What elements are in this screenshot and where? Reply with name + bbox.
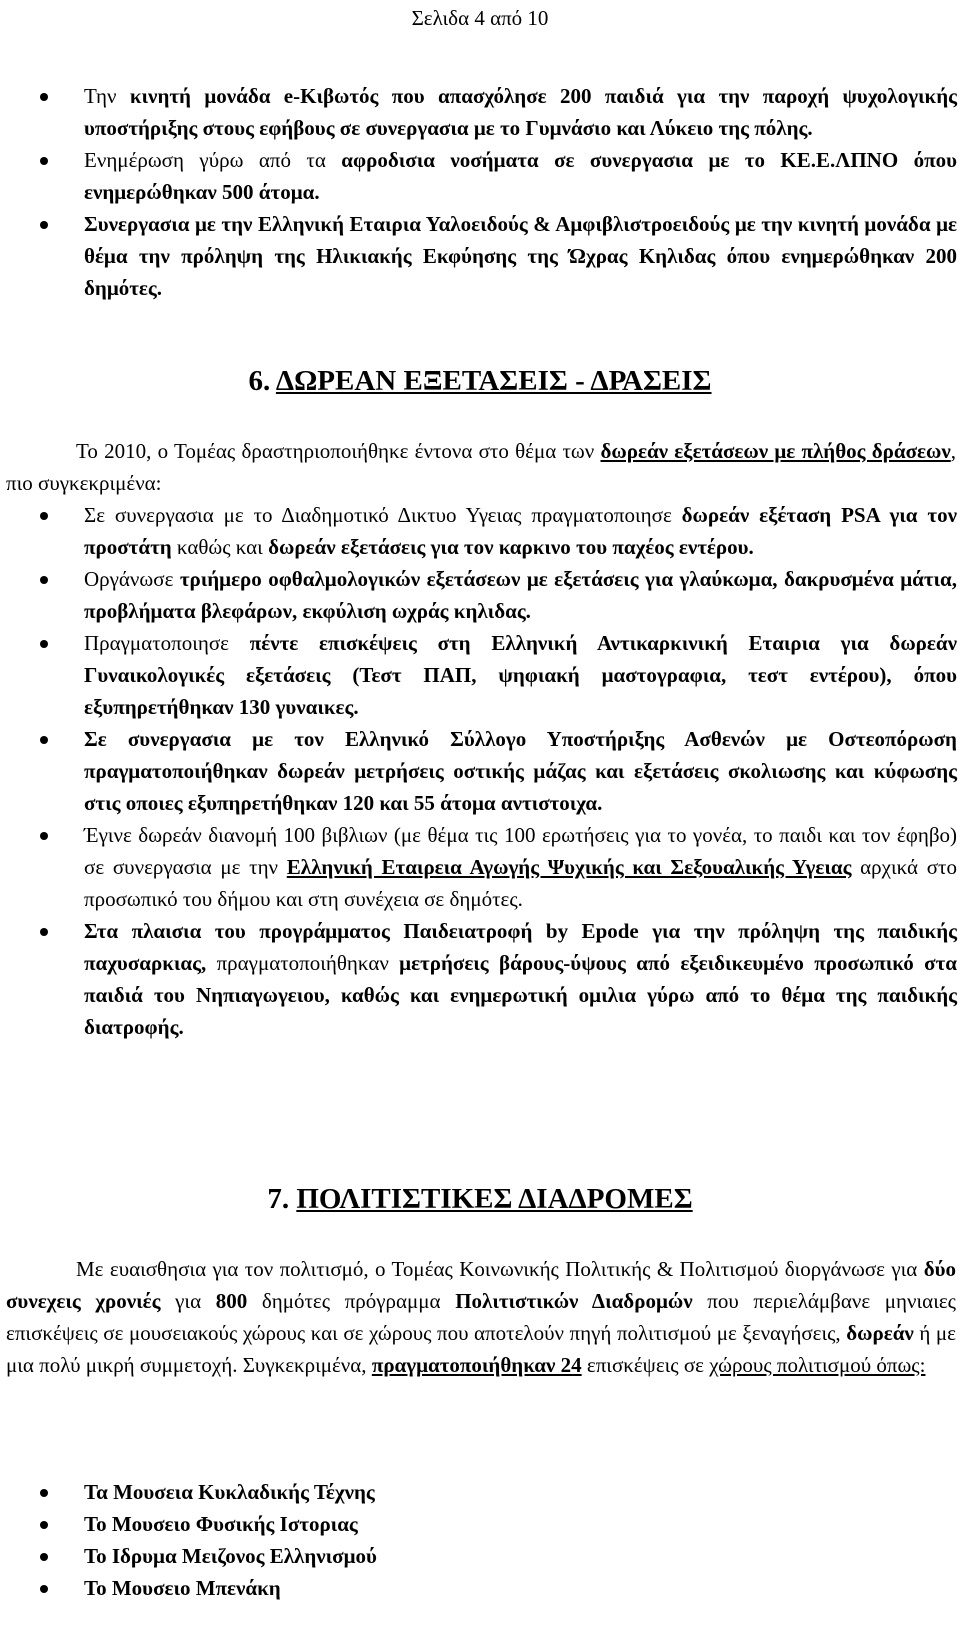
- list-item: Το Ιδρυμα Μειζονος Ελληνισμού: [0, 1540, 957, 1572]
- activities-list: [0, 80, 957, 304]
- list-item: Συνεργασια με την Ελληνική Εταιρια Υαλοειδούς & Αμφιβλιστροειδούς με την κινητή μονάδα με θέμα την πρόληψη της Ηλικιακής Εκφύησης της Ώχρας Κηλιδας όπου ενημερώθηκαν 200 δημότες.: [0, 208, 957, 304]
- section-6-number: 6.: [248, 365, 271, 397]
- section-7-title: ΠΟΛΙΤΙΣΤΙΚΕΣ ΔΙΑΔΡΟΜΕΣ: [296, 1183, 693, 1215]
- cultural-sites-list: [0, 1476, 957, 1604]
- list-item: Έγινε δωρεάν διανομή 100 βιβλιων (με θέμα τις 100 ερωτήσεις για το γονέα, το παιδι και τον έφηβο) σε συνεργασια με την Ελληνική Εταιρεια Αγωγής Ψυχικής και Σεξουαλικής Υγειας αρχικά στο προσωπικό του δήμου και στη συνέχεια σε δημότες.: [0, 819, 957, 915]
- list-item: Σε συνεργασια με το Διαδημοτικό Δικτυο Υγειας πραγματοποιησε δωρεάν εξέταση PSA για τον προστάτη καθώς και δωρεάν εξετάσεις για τον καρκινο του παχέος εντέρου.: [0, 499, 957, 563]
- list-item: Πραγματοποιησε πέντε επισκέψεις στη Ελληνική Αντικαρκινική Εταιρια για δωρεάν Γυναικολογικές εξετάσεις (Τεστ ΠΑΠ, ψηφιακή μαστογραφια, τεστ εντέρου), όπου εξυπηρετήθηκαν 130 γυναικες.: [0, 627, 957, 723]
- section-6-intro: Το 2010, ο Τομέας δραστηριοποιήθηκε έντονα στο θέμα των δωρεάν εξετάσεων με πλήθος δράσεων, πιο συγκεκριμένα:: [6, 439, 957, 495]
- list-item: Την κινητή μονάδα e-Κιβωτός που απασχόλησε 200 παιδιά για την παροχή ψυχολογικής υποστήριξης στους εφήβους σε συνεργασια με το Γυμνάσιο και Λύκειο της πόλης.: [0, 80, 957, 144]
- list-item: Στα πλαισια του προγράμματος Παιδειατροφή by Epode για την πρόληψη της παιδικής παχυσαρκιας, πραγματοποιήθηκαν μετρήσεις βάρους-ύψους από εξειδικευμένο προσωπικό στα παιδιά του Νηπιαγωγειου, καθώς και ενημερωτική ομιλια γύρω από το θέμα της παιδικής διατροφής.: [0, 915, 957, 1043]
- section-7-paragraph: Με ευαισθησια για τον πολιτισμό, ο Τομέας Κοινωνικής Πολιτικής & Πολιτισμού διοργάνωσε για δύο συνεχεις χρονιές για 800 δημότες πρόγραμμα Πολιτιστικών Διαδρομών που περιελάμβανε μηνιαιες επισκέψεις σε μουσειακούς χώρους και σε χώρους που αποτελούν πηγή πολιτισμού με ξεναγήσεις, δωρεάν ή με μια πολύ μικρή συμμετοχή. Συγκεκριμένα, πραγματοποιήθηκαν 24 επισκέψεις σε χώρους πολιτισμού όπως:: [6, 1257, 957, 1377]
- page-number: Σελιδα 4 από 10: [411, 6, 549, 30]
- section-7-number: 7.: [267, 1183, 290, 1215]
- list-item: Τα Μουσεια Κυκλαδικής Τέχνης: [0, 1476, 957, 1508]
- section-6-title: ΔΩΡΕΑΝ ΕΞΕΤΑΣΕΙΣ - ΔΡΑΣΕΙΣ: [275, 365, 712, 397]
- list-item: Σε συνεργασια με τον Ελληνικό Σύλλογο Υποστήριξης Ασθενών με Οστεοπόρωση πραγματοποιήθηκαν δωρεάν μετρήσεις οστικής μάζας και εξετάσεις σκολιωσης και κύφωσης στις οποιες εξυπηρετήθηκαν 120 και 55 άτομα αντιστοιχα.: [0, 723, 957, 819]
- list-item: Ενημέρωση γύρω από τα αφροδισια νοσήματα σε συνεργασια με το ΚΕ.Ε.ΛΠΝΟ όπου ενημερώθηκαν 500 άτομα.: [0, 144, 957, 208]
- section-6-heading: [0, 364, 960, 398]
- section-7-heading: [0, 1182, 960, 1216]
- list-item: Το Μουσειο Μπενάκη: [0, 1572, 957, 1604]
- free-exams-list: [0, 499, 957, 1043]
- list-item: Το Μουσειο Φυσικής Ιστοριας: [0, 1508, 957, 1540]
- list-item: Οργάνωσε τριήμερο οφθαλμολογικών εξετάσεων με εξετάσεις για γλαύκωμα, δακρυσμένα μάτια, προβλήματα βλεφάρων, εκφύλιση ωχράς κηλιδας.: [0, 563, 957, 627]
